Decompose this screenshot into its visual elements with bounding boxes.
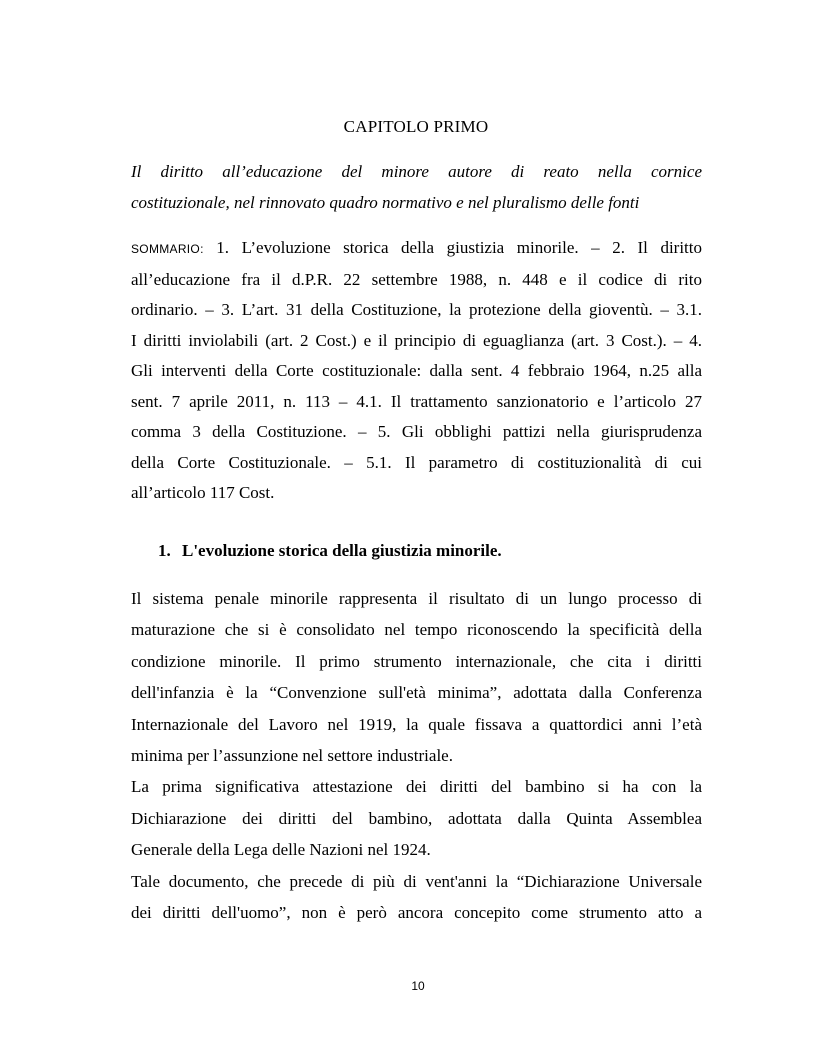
summary-line: all’articolo 117 Cost. [131,483,275,502]
page-number: 10 [411,979,425,993]
body-line: Dichiarazione dei diritti del bambino, adottata dalla Quinta Assemblea [131,808,702,828]
summary-line [131,233,702,265]
summary-line: comma 3 della Costituzione. – 5. Gli obblighi pattizi nella giurisprudenza [131,422,702,441]
summary-line: ordinario. – 3. L’art. 31 della Costituzione, la protezione della gioventù. – 3.1. [131,300,702,319]
summary-line-text: 1. L’evoluzione storica della giustizia minorile. – 2. Il diritto [216,238,703,257]
chapter-subtitle [131,156,702,218]
chapter-title: CAPITOLO PRIMO [343,117,489,136]
summary-line: I diritti inviolabili (art. 2 Cost.) e il principio di eguaglianza (art. 3 Cost.). – 4. [131,330,702,350]
section-title: L'evoluzione storica della giustizia minorile. [182,541,502,560]
body-line: Internazionale del Lavoro nel 1919, la quale fissava a quattordici anni l’età [131,714,702,734]
summary-line: della Corte Costituzionale. – 5.1. Il parametro di costituzionalità di cui [131,452,702,472]
body-line: maturazione che si è consolidato nel tempo riconoscendo la specificità della [131,620,702,640]
subtitle-line: costituzionale, nel rinnovato quadro normativo e nel pluralismo delle fonti [131,193,640,212]
body-line: dell'infanzia è la “Convenzione sull'età minima”, adottata dalla Conferenza [131,683,702,703]
section-heading [158,540,502,562]
section-number: 1. [158,541,171,560]
body-line: La prima significativa attestazione dei diritti del bambino si ha con la [131,777,702,797]
subtitle-line: Il diritto all’educazione del minore autore di reato nella cornice [131,162,702,181]
summary-line: all’educazione fra il d.P.R. 22 settembre 1988, n. 448 e il codice di rito [131,269,702,289]
summary-line: sent. 7 aprile 2011, n. 113 – 4.1. Il trattamento sanzionatorio e l’articolo 27 [131,391,702,411]
summary-line: Gli interventi della Corte costituzionale: dalla sent. 4 febbraio 1964, n.25 alla [131,361,702,380]
body-line: Tale documento, che precede di più di vent'anni la “Dichiarazione Universale [131,871,702,891]
body-line: Generale della Lega delle Nazioni nel 1924. [131,840,431,860]
body-line: minima per l’assunzione nel settore industriale. [131,746,453,766]
body-line: dei diritti dell'uomo”, non è però ancora concepito come strumento atto a [131,903,702,923]
body-line: condizione minorile. Il primo strumento internazionale, che cita i diritti [131,651,702,671]
table-of-contents-summary [131,233,702,509]
body-line: Il sistema penale minorile rappresenta il risultato di un lungo processo di [131,589,702,608]
summary-label: SOMMARIO: [131,242,204,256]
body-paragraphs [131,583,702,928]
